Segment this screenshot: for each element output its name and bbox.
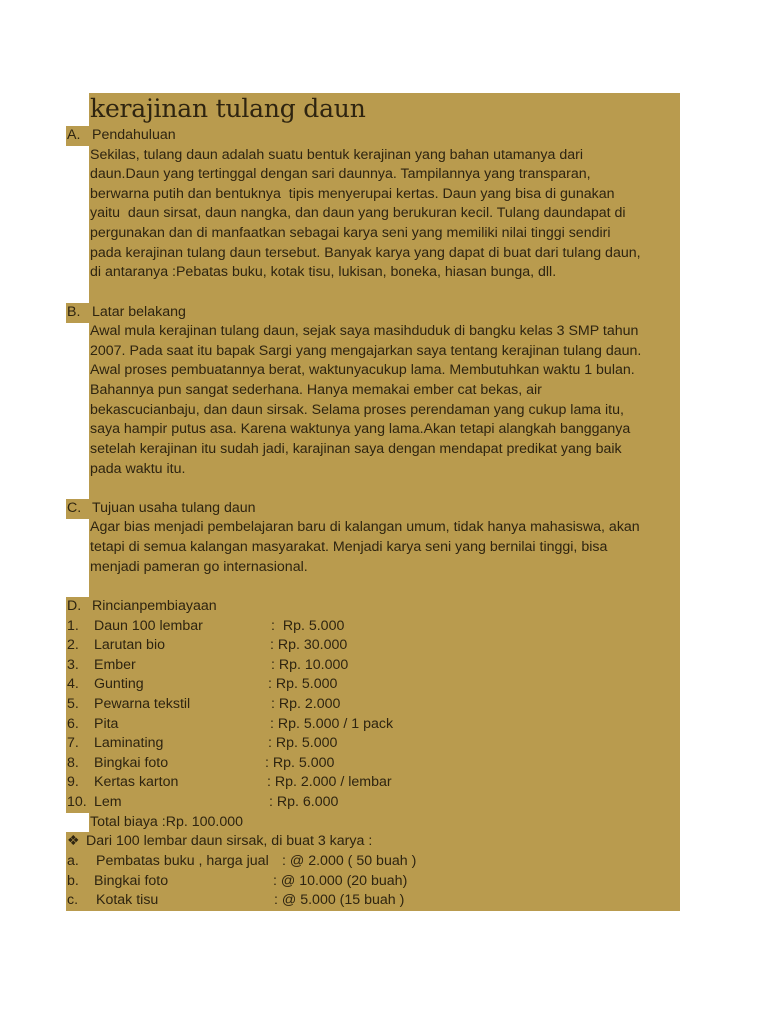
paragraph-line: yaitu daun sirsat, daun nangka, dan daun yang berukuran kecil. Tulang daundapat di: [90, 205, 626, 222]
cost-item-number: 8.: [67, 754, 79, 771]
cost-row-highlight: [66, 656, 680, 676]
cost-item-name: Pita: [94, 715, 119, 732]
cost-item-price: : Rp. 30.000: [270, 637, 348, 654]
product-name: Bingkai foto: [94, 872, 169, 889]
cost-item-name: Ember: [94, 656, 136, 673]
cost-item-name: Bingkai foto: [94, 754, 169, 771]
paragraph-line: pada kerajinan tulang daun tersebut. Banyak karya yang dapat di buat dari tulang daun,: [90, 244, 641, 261]
cost-item-number: 4.: [67, 676, 79, 693]
product-letter: a.: [67, 852, 79, 869]
product-price: : @ 2.000 ( 50 buah ): [282, 852, 417, 869]
cost-item-price: : Rp. 5.000: [271, 617, 345, 634]
cost-item-price: : Rp. 5.000: [268, 735, 338, 752]
paragraph-line: Agar bias menjadi pembelajaran baru di kalangan umum, tidak hanya mahasiswa, akan: [90, 519, 640, 536]
blank-line-highlight: [89, 479, 680, 499]
paragraph-line: Awal mula kerajinan tulang daun, sejak saya masihduduk di bangku kelas 3 SMP tahun: [90, 323, 639, 340]
paragraph-line: 2007. Pada saat itu bapak Sargi yang mengajarkan saya tentang kerajinan tulang daun.: [90, 342, 642, 359]
section-marker: A.: [67, 127, 81, 143]
cost-total: Total biaya :Rp. 100.000: [90, 813, 244, 830]
product-name: Kotak tisu: [96, 892, 159, 909]
product-letter: b.: [67, 872, 79, 889]
cost-item-price: : Rp. 5.000 / 1 pack: [270, 715, 394, 732]
section-heading: Pendahuluan: [92, 127, 176, 143]
paragraph-line: di antaranya :Pebatas buku, kotak tisu, lukisan, boneka, hiasan bunga, dll.: [90, 264, 557, 281]
cost-item-price: : Rp. 2.000: [271, 695, 341, 712]
cost-item-number: 1.: [67, 617, 79, 634]
bullet-icon: ❖: [67, 833, 80, 850]
cost-item-number: 5.: [67, 695, 79, 712]
paragraph-line: tetapi di semua kalangan masyarakat. Menjadi karya seni yang bernilai tinggi, bisa: [90, 539, 608, 556]
cost-item-price: : Rp. 6.000: [269, 794, 339, 811]
cost-item-number: 6.: [67, 715, 79, 732]
paragraph-line: daun.Daun yang tertinggal dengan sari daunnya. Tampilannya yang transparan,: [90, 166, 591, 183]
cost-item-price: : Rp. 5.000: [268, 676, 338, 693]
product-name: Pembatas buku , harga jual: [96, 852, 269, 869]
paragraph-line: Awal proses pembuatannya berat, waktunyacukup lama. Membutuhkan waktu 1 bulan.: [90, 362, 635, 379]
paragraph-line: berwarna putih dan bentuknya tipis menyerupai kertas. Daun yang bisa di gunakan: [90, 185, 615, 202]
product-letter: c.: [67, 892, 79, 909]
paragraph-line: Sekilas, tulang daun adalah suatu bentuk kerajinan yang bahan utamanya dari: [90, 146, 583, 163]
paragraph-line: bekascucianbaju, dan daun sirsak. Selama proses perendaman yang cukup lama itu,: [90, 401, 624, 418]
paragraph-line: saya hampir putus asa. Karena waktunya yang lama.Akan tetapi alangkah bangganya: [90, 421, 631, 438]
cost-row-highlight: [66, 675, 680, 695]
cost-item-name: Laminating: [94, 735, 164, 752]
cost-item-number: 9.: [67, 774, 79, 791]
cost-item-number: 2.: [67, 637, 79, 654]
cost-item-price: : Rp. 5.000: [265, 754, 335, 771]
cost-item-name: Larutan bio: [94, 637, 165, 654]
section-marker: C.: [67, 499, 82, 516]
paragraph-line: Bahannya pun sangat sederhana. Hanya memakai ember cat bekas, air: [90, 382, 542, 399]
product-price: : @ 5.000 (15 buah ): [274, 892, 405, 909]
paragraph-line: pada waktu itu.: [90, 460, 186, 477]
product-price: : @ 10.000 (20 buah): [273, 872, 408, 889]
blank-line-highlight: [89, 577, 680, 597]
cost-item-number: 3.: [67, 656, 79, 673]
cost-item-name: Gunting: [94, 676, 144, 693]
section-marker: D.: [67, 597, 82, 614]
paragraph-line: setelah kerajinan itu sudah jadi, karajinan saya dengan mendapat predikat yang baik: [90, 440, 622, 457]
paragraph-line: pergunakan dan di manfaatkan sebagai karya seni yang memiliki nilai tinggi sendiri: [90, 225, 611, 242]
cost-item-name: Kertas karton: [94, 774, 179, 791]
section-marker: B.: [67, 303, 81, 320]
blank-line-highlight: [89, 283, 680, 303]
cost-item-name: Daun 100 lembar: [94, 617, 203, 634]
products-intro: Dari 100 lembar daun sirsak, di buat 3 karya :: [86, 833, 373, 850]
cost-row-highlight: [66, 793, 680, 813]
section-heading: Rincianpembiayaan: [92, 597, 217, 614]
cost-item-name: Pewarna tekstil: [94, 695, 191, 712]
cost-item-name: Lem: [94, 794, 122, 811]
paragraph-line: menjadi pameran go internasional.: [90, 558, 308, 575]
cost-item-number: 10.: [67, 794, 87, 811]
cost-item-price: : Rp. 2.000 / lembar: [267, 774, 392, 791]
section-heading: Tujuan usaha tulang daun: [92, 499, 256, 516]
cost-item-number: 7.: [67, 735, 79, 752]
page-title: kerajinan tulang daun: [90, 94, 366, 123]
section-heading: Latar belakang: [92, 303, 186, 320]
cost-item-price: : Rp. 10.000: [271, 656, 349, 673]
